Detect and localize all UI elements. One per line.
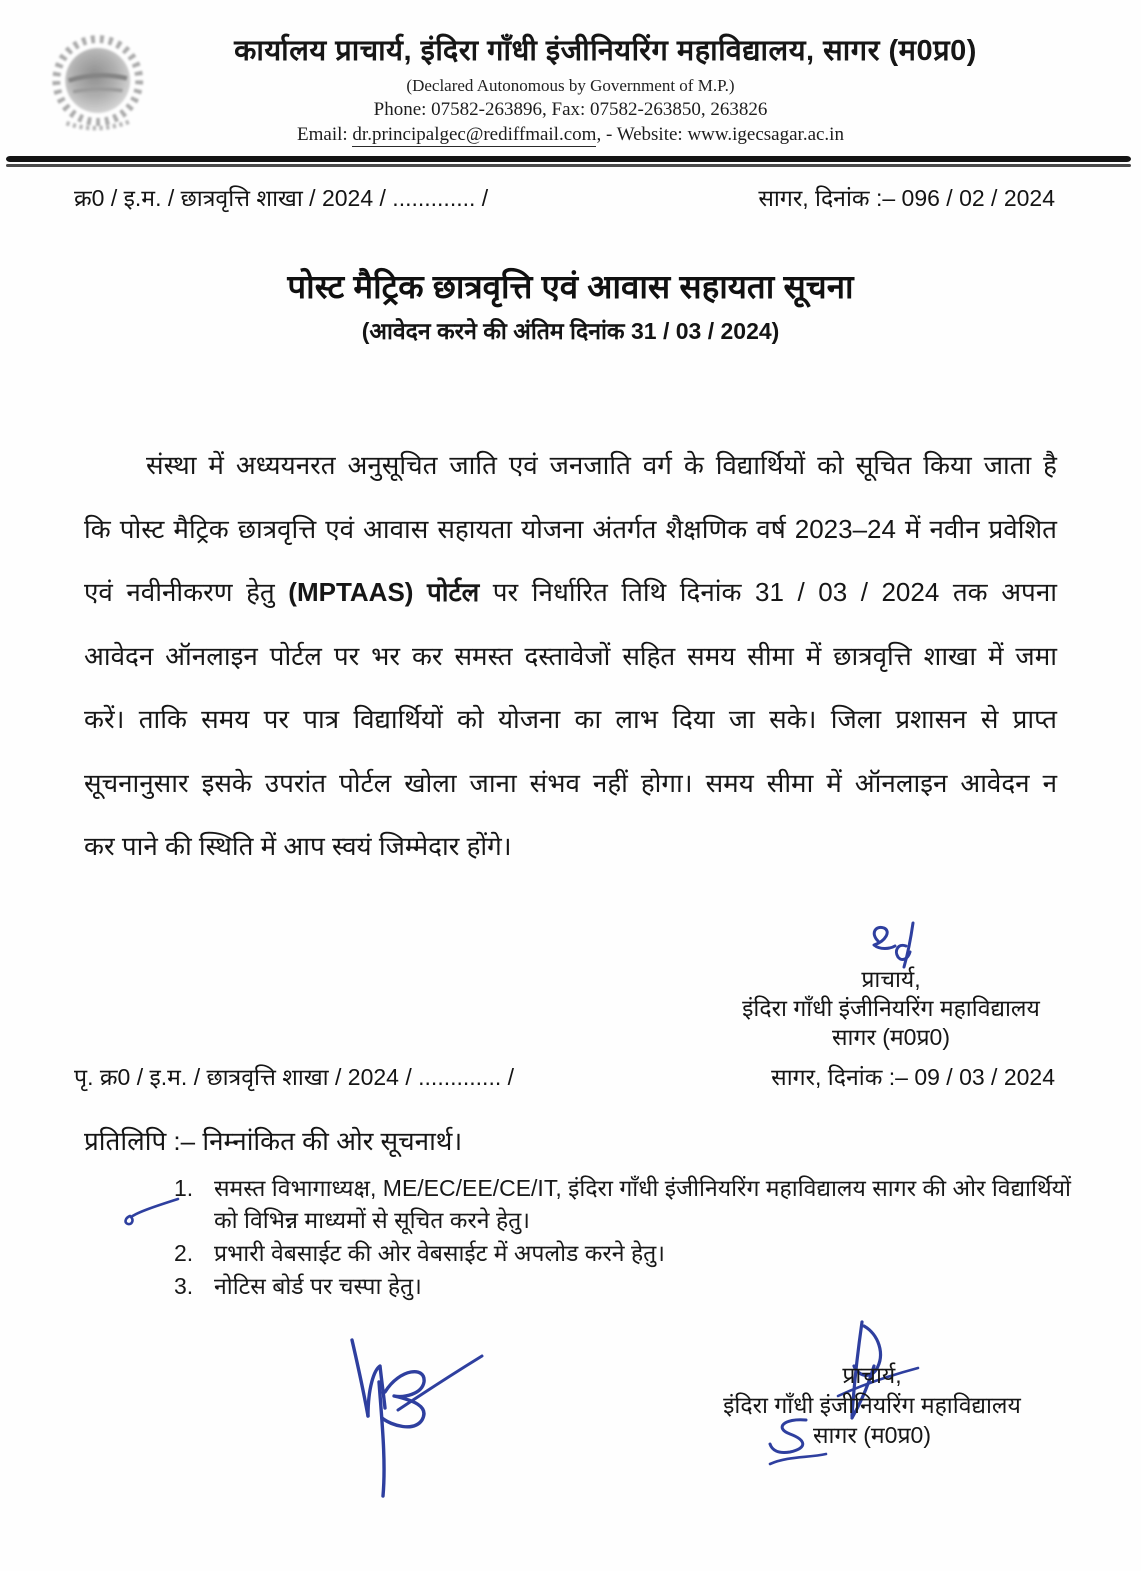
reference-row (74, 181, 1055, 213)
copy-item-number: 2. (174, 1239, 194, 1266)
body-line: करें। ताकि समय पर पात्र विद्यार्थियों को योजना का लाभ दिया जा सके। जिला प्रशासन से प्राप्त (84, 704, 1057, 734)
body-line: कि पोस्ट मैट्रिक छात्रवृत्ति एवं आवास सहायता योजना अंतर्गत शैक्षणिक वर्ष 2023–24 में नवीन प्रवेशित (84, 513, 1057, 544)
email-address: dr.principalgec@rediffmail.com (352, 124, 597, 145)
bottom-signature-area (0, 1318, 1141, 1571)
body-line: सूचनानुसार इसके उपरांत पोर्टल खोला जाना संभव नहीं होगा। समय सीमा में ऑनलाइन आवेदन न (84, 767, 1057, 798)
handwritten-signature-left-icon (338, 1332, 488, 1502)
body-line: आवेदन ऑनलाइन पोर्टल पर भर कर समस्त दस्तावेजों सहित समय सीमा में छात्रवृत्ति शाखा में जमा (84, 640, 1057, 671)
sd-signature-icon (860, 919, 922, 971)
email-website-line (0, 124, 1141, 146)
letterhead (0, 0, 1141, 167)
principal-signature-block-bottom (700, 1360, 1044, 1450)
body-line: संस्था में अध्ययनरत अनुसूचित जाति एवं जनजाति वर्ग के विद्यार्थियों को सूचित किया जाता है (146, 450, 1057, 480)
notice-title: पोस्ट मैट्रिक छात्रवृत्ति एवं आवास सहायता सूचना (287, 268, 854, 305)
notice-body (84, 434, 1057, 879)
signatory-designation: प्राचार्य, (842, 1361, 902, 1388)
notice-subtitle: (आवेदन करने की अंतिम दिनांक 31 / 03 / 2024) (361, 318, 780, 344)
copy-item-text: नोटिस बोर्ड पर चस्पा हेतु। (214, 1272, 422, 1299)
copy-item-text: समस्त विभागाध्यक्ष, ME/EC/EE/CE/IT, इंदिरा गाँधी इंजीनियरिंग महाविद्यालय सागर की ओर विद्यार्थियों को विभिन्न माध्यमों से सूचित करने हेतु। (214, 1174, 1071, 1233)
copy-item-number: 3. (174, 1272, 194, 1299)
issue-place-date: सागर, दिनांक :– 096 / 02 / 2024 (758, 185, 1055, 211)
copy-item-text: प्रभारी वेबसाईट की ओर वेबसाईट में अपलोड करने हेतु। (214, 1239, 665, 1266)
email-label: Email: (297, 124, 348, 145)
college-emblem-icon (44, 26, 156, 144)
signatory-designation: प्राचार्य, (861, 965, 921, 992)
autonomous-status-line: (Declared Autonomous by Government of M.P.) (406, 76, 735, 95)
notice-title-block (0, 263, 1141, 346)
separator: , - (596, 124, 613, 145)
website-label: Website: (616, 124, 683, 145)
signatory-place: सागर (म0प्र0) (813, 1421, 931, 1448)
dispatch-row (74, 1060, 1055, 1092)
header-divider (6, 156, 1131, 167)
phone-fax-line: Phone: 07582-263896, Fax: 07582-263850, 263826 (373, 99, 768, 120)
dispatch-place-date: सागर, दिनांक :– 09 / 03 / 2024 (771, 1063, 1055, 1090)
reference-number: क्र0 / इ.म. / छात्रवृत्ति शाखा / 2024 / ............. / (74, 185, 489, 211)
website-address: www.igecsagar.ac.in (687, 124, 844, 145)
signatory-place: सागर (म0प्र0) (832, 1023, 950, 1050)
copy-list (174, 1172, 1081, 1302)
copy-heading: प्रतिलिपि :– निम्नांकित की ओर सूचनार्थ। (84, 1125, 463, 1156)
copy-item (174, 1270, 1081, 1302)
dispatch-reference-number: पृ. क्र0 / इ.म. / छात्रवृत्ति शाखा / 2024 / ............. / (74, 1063, 514, 1090)
mptaas-portal-bold: (MPTAAS) पोर्टल (288, 577, 480, 607)
copy-item (174, 1237, 1081, 1269)
pen-tick-mark-icon (118, 1190, 184, 1230)
body-line: कर पाने की स्थिति में आप स्वयं जिम्मेदार होंगे। (84, 831, 512, 861)
signatory-organization: इंदिरा गाँधी इंजीनियरिंग महाविद्यालय (742, 994, 1040, 1021)
copy-item-number: 1. (174, 1174, 194, 1201)
copies-section (0, 1122, 1141, 1302)
signature-flourish-icon (762, 1414, 832, 1476)
institution-name: कार्यालय प्राचार्य, इंदिरा गाँधी इंजीनियरिंग महाविद्यालय, सागर (म0प्र0) (234, 35, 977, 67)
principal-signature-block (733, 919, 1049, 1052)
body-line: एवं नवीनीकरण हेतु (MPTAAS) पोर्टल पर निर्धारित तिथि दिनांक 31 / 03 / 2024 तक अपना (84, 577, 1057, 607)
signatory-organization: इंदिरा गाँधी इंजीनियरिंग महाविद्यालय (723, 1391, 1021, 1418)
copy-item (174, 1172, 1081, 1236)
